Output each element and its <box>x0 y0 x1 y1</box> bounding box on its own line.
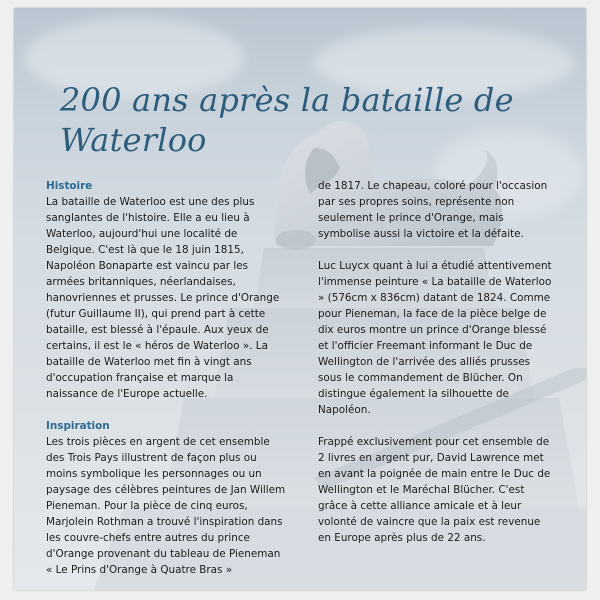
inspiration-paragraph: Les trois pièces en argent de cet ensemble des Trois Pays illustrent de façon plus ou moins symbolique les personnages ou un paysage des célèbres peintures de Jan Willem Pieneman. Pour la pièce de cinq euros, Marjolein Rothman a trouvé l'inspiration dans les couvre-chefs entre autres du prince d'Orange provenant du tableau de Pieneman « Le Prins d'Orange à Quatre Bras » <box>46 436 286 576</box>
left-column <box>46 178 286 578</box>
right-paragraph-2: Luc Luycx quant à lui a étudié attentivement l'immense peinture « La bataille de Waterloo » (576cm x 836cm) datant de 1824. Comme pour Pieneman, la face de la pièce belge de dix euros montre un prince d'Orange blessé et l'officier Freemant informant le Duc de Wellington de l'arrivée des alliés prusses sous le commandement de Blücher. On distingue également la silhouette de Napoléon. <box>318 260 552 416</box>
histoire-paragraph: La bataille de Waterloo est une des plus sanglantes de l'histoire. Elle a eu lieu à Waterloo, aujourd'hui une localité de Belgique. C'est là que le 18 juin 1815, Napoléon Bonaparte est vaincu par les armées britanniques, néerlandaises, hanovriennes et prusses. Le prince d'Orange (futur Guillaume II), qui prend part à cette bataille, est blessé à l'épaule. Aux yeux de certains, il est le « héros de Waterloo ». La bataille de Waterloo met fin à vingt ans d'occupation française et marque la naissance de l'Europe actuelle. <box>46 196 280 400</box>
right-paragraph-3: Frappé exclusivement pour cet ensemble de 2 livres en argent pur, David Lawrence met en avant la poignée de main entre le Duc de Wellington et le Maréchal Blücher. C'est grâce à cette alliance amicale et à leur volonté de vaincre que la paix est revenue en Europe après plus de 22 ans. <box>318 436 551 544</box>
histoire-heading: Histoire <box>46 180 93 192</box>
right-paragraph-1: de 1817. Le chapeau, coloré pour l'occasion par ses propres soins, représente non seulement le prince d'Orange, mais symbolise aussi la victoire et la défaite. <box>318 180 548 240</box>
page-title: 200 ans après la bataille de Waterloo <box>60 81 514 159</box>
inspiration-heading: Inspiration <box>46 420 110 432</box>
right-column <box>318 178 556 546</box>
